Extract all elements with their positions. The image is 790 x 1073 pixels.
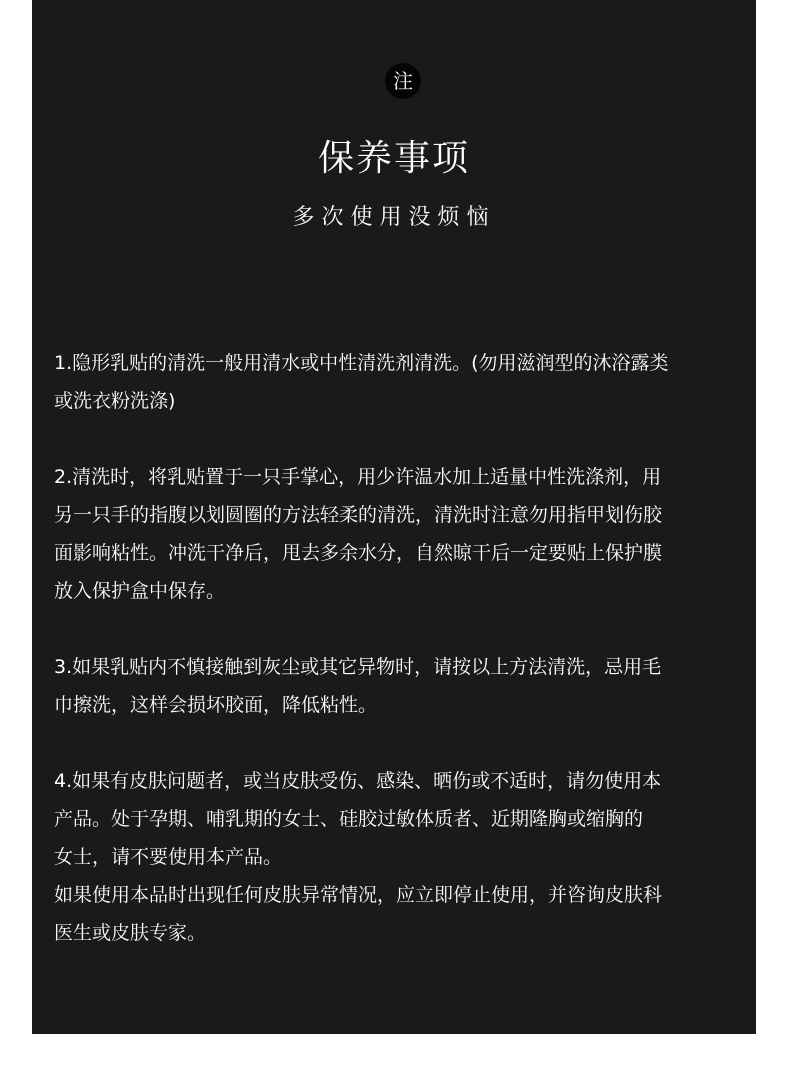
note-line: 面影响粘性。冲洗干净后，甩去多余水分，自然晾干后一定要贴上保护膜: [54, 542, 663, 564]
note-badge: 注: [385, 63, 421, 99]
note-line: 4.如果有皮肤问题者，或当皮肤受伤、感染、晒伤或不适时，请勿使用本: [54, 770, 662, 792]
note-line: 或洗衣粉洗涤): [54, 390, 176, 412]
note-line: 产品。处于孕期、哺乳期的女士、硅胶过敏体质者、近期隆胸或缩胸的: [54, 808, 644, 830]
note-item-4: [54, 762, 754, 952]
note-item-3: [54, 648, 754, 724]
note-line: 如果使用本品时出现任何皮肤异常情况，应立即停止使用，并咨询皮肤科: [54, 884, 663, 906]
note-line: 女士，请不要使用本产品。: [54, 846, 283, 868]
note-item-2: [54, 458, 754, 610]
page-subtitle: 多次使用没烦恼: [292, 205, 496, 230]
note-line: 1.隐形乳贴的清洗一般用清水或中性清洗剂清洗。(勿用滋润型的沐浴露类: [54, 352, 669, 374]
note-line: 另一只手的指腹以划圆圈的方法轻柔的清洗，清洗时注意勿用指甲划伤胶: [54, 504, 663, 526]
note-line: 2.清洗时，将乳贴置于一只手掌心，用少许温水加上适量中性洗涤剂，用: [54, 466, 662, 488]
note-line: 3.如果乳贴内不慎接触到灰尘或其它异物时，请按以上方法清洗，忌用毛: [54, 656, 662, 678]
note-item-1: [54, 344, 754, 420]
page-title: 保养事项: [317, 138, 470, 179]
note-line: 医生或皮肤专家。: [54, 922, 207, 944]
note-line: 巾擦洗，这样会损坏胶面，降低粘性。: [54, 694, 378, 716]
care-notes-list: [54, 344, 754, 952]
note-line: 放入保护盒中保存。: [54, 580, 226, 602]
